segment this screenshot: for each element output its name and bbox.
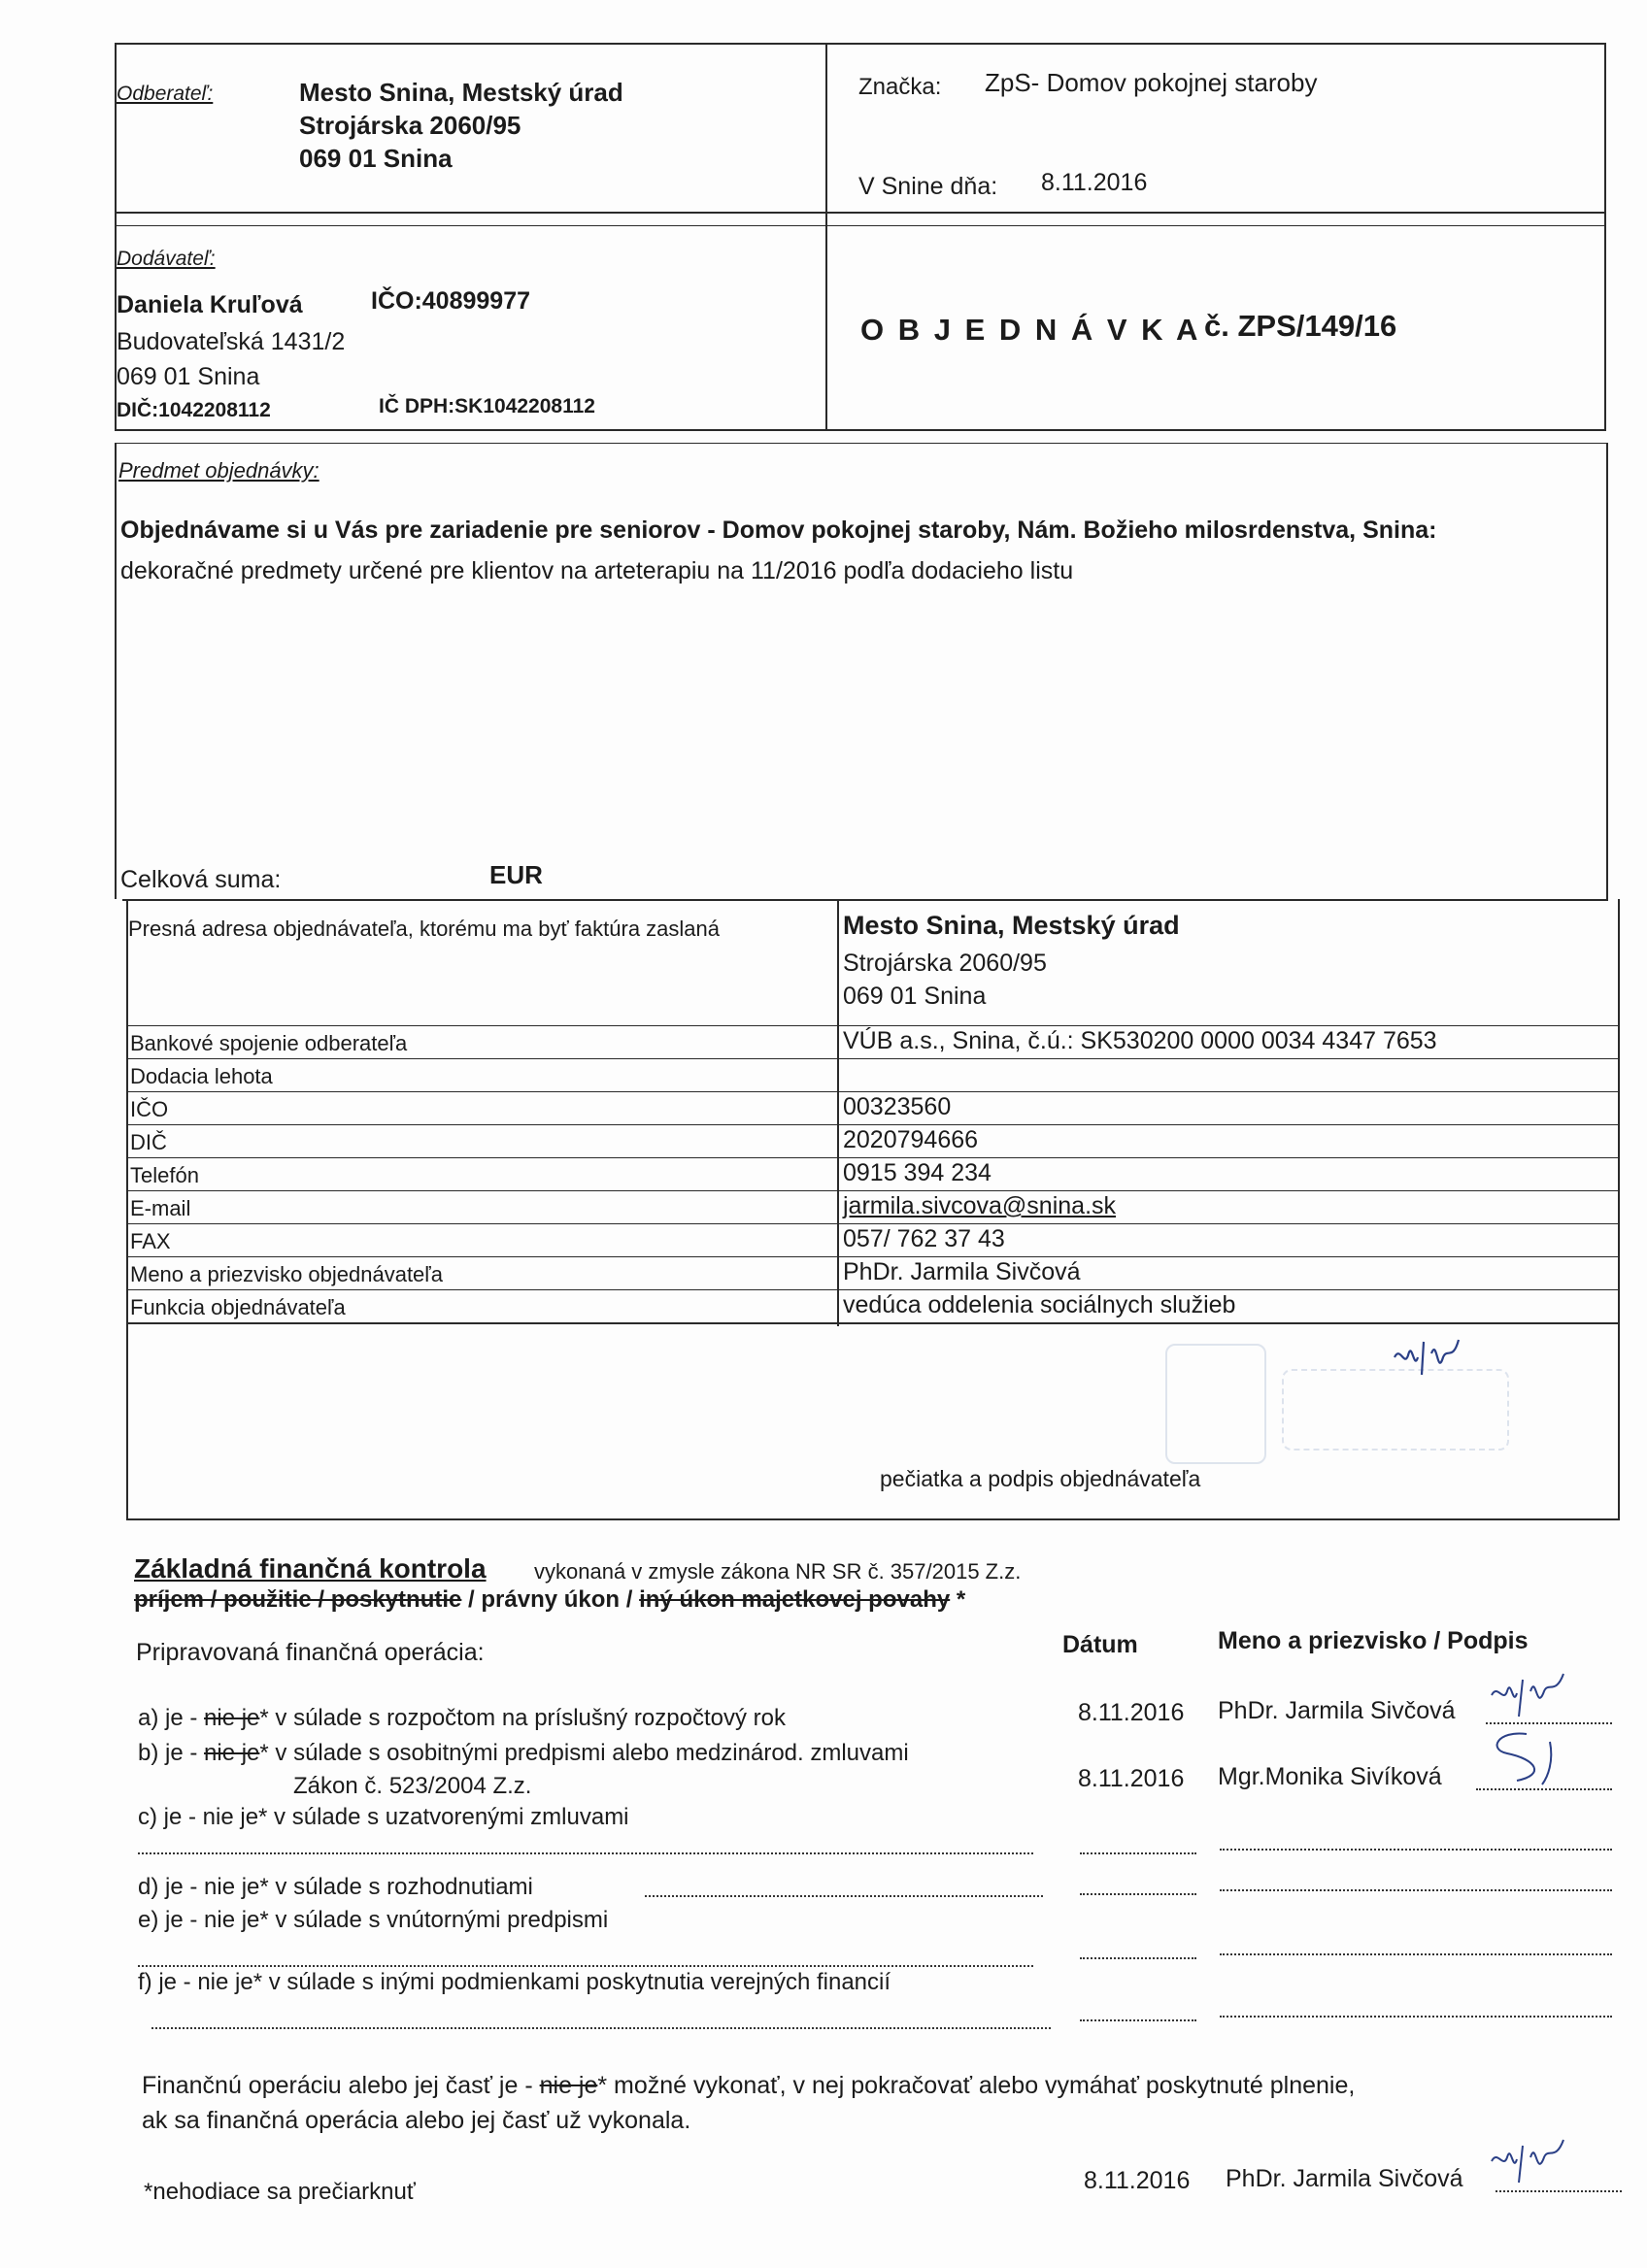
- sign-b-name: Mgr.Monika Sivíková: [1218, 1763, 1442, 1790]
- dots-f-main: [151, 2027, 1051, 2029]
- header-separator-line: [115, 212, 1606, 214]
- item-a-post: * v súlade s rozpočtom na príslušný rozpočtový rok: [259, 1705, 786, 1731]
- dots-c-name: [1220, 1849, 1612, 1851]
- buyer-city: 069 01 Snina: [299, 144, 453, 173]
- invoice-row-label: FAX: [130, 1229, 171, 1253]
- invoice-row-value: PhDr. Jarmila Sivčová: [843, 1258, 1081, 1285]
- final-statement-line-1: [142, 2074, 1355, 2098]
- invoice-row-label: Funkcia objednávateľa: [130, 1295, 346, 1319]
- frame-right-line: [1604, 43, 1606, 429]
- body-right-line: [1606, 443, 1608, 899]
- control-item-b: [138, 1742, 909, 1765]
- sign-a-name: PhDr. Jarmila Sivčová: [1218, 1697, 1456, 1724]
- body-left-line: [115, 443, 117, 899]
- invoice-left-line: [126, 899, 128, 1520]
- control-item-d: d) je - nie je* v súlade s rozhodnutiami: [138, 1874, 533, 1900]
- invoice-row-line: [126, 1091, 1618, 1092]
- order-title: O B J E D N Á V K A: [860, 313, 1201, 347]
- invoice-divider-line: [837, 899, 839, 1326]
- supplier-dic: DIČ:1042208112: [117, 399, 271, 421]
- invoice-row-line: [126, 1256, 1618, 1257]
- dots-e-date: [1080, 1957, 1196, 1959]
- final-dots: [1496, 2190, 1622, 2192]
- dots-e-name: [1220, 1953, 1612, 1955]
- invoice-rows-bottom-line: [126, 1322, 1618, 1324]
- control-item-a: [138, 1707, 786, 1730]
- dots-d-name: [1220, 1889, 1612, 1891]
- invoice-address-label: Presná adresa objednávateľa, ktorému ma byť faktúra zaslaná: [128, 917, 721, 941]
- col-name-header: Meno a priezvisko / Podpis: [1218, 1627, 1529, 1654]
- col-date-header: Dátum: [1062, 1631, 1138, 1658]
- control-type-sep-2: /: [620, 1586, 640, 1613]
- invoice-row-label: DIČ: [130, 1130, 167, 1154]
- stamp-caption: pečiatka a podpis objednávateľa: [880, 1466, 1201, 1491]
- supplier-ico: IČO:40899977: [371, 287, 531, 315]
- final-pre: Finančnú operáciu alebo jej časť je -: [142, 2072, 540, 2099]
- invoice-row-label: Bankové spojenie odberateľa: [130, 1031, 408, 1055]
- subject-line-2: dekoračné predmety určené pre klientov na arteterapiu na 11/2016 podľa dodacieho listu: [120, 557, 1074, 584]
- supplier-label: Dodávateľ:: [117, 248, 216, 270]
- buyer-label: Odberateľ:: [117, 83, 214, 105]
- stamp-mark: [1165, 1344, 1266, 1464]
- invoice-row-line: [126, 1058, 1618, 1059]
- final-name: PhDr. Jarmila Sivčová: [1226, 2165, 1463, 2192]
- law-note: Zákon č. 523/2004 Z.z.: [293, 1773, 532, 1799]
- control-type-struck: príjem / použitie / poskytnutie: [134, 1586, 462, 1613]
- subject-label: Predmet objednávky:: [118, 458, 319, 483]
- date-label: V Snine dňa:: [858, 173, 998, 200]
- invoice-top-line: [122, 899, 1608, 901]
- supplier-separator-line-2: [115, 443, 1606, 444]
- invoice-address-name: Mesto Snina, Mestský úrad: [843, 911, 1180, 940]
- supplier-name: Daniela Kruľová: [117, 291, 303, 318]
- final-struck: nie je: [539, 2072, 598, 2099]
- signature-b-mark: [1468, 1722, 1575, 1790]
- signature-mark: [1389, 1328, 1466, 1386]
- control-item-f: f) je - nie je* v súlade s inými podmienkami poskytnutia verejných financií: [138, 1969, 891, 1995]
- dots-c-main: [138, 1852, 1033, 1854]
- dots-f-name: [1220, 2016, 1612, 2018]
- control-title-suffix: vykonaná v zmysle zákona NR SR č. 357/2015 Z.z.: [534, 1559, 1022, 1584]
- item-b-post: * v súlade s osobitnými predpismi alebo medzinárod. zmluvami: [259, 1740, 909, 1766]
- invoice-right-line: [1618, 899, 1620, 1520]
- dots-f-date: [1080, 2019, 1196, 2021]
- mark-value: ZpS- Domov pokojnej staroby: [985, 68, 1318, 97]
- invoice-row-label: Dodacia lehota: [130, 1064, 273, 1088]
- supplier-street: Budovateľská 1431/2: [117, 328, 346, 355]
- control-title: Základná finančná kontrola: [134, 1553, 487, 1584]
- control-type-star: *: [950, 1586, 966, 1613]
- dots-d-main: [645, 1895, 1043, 1897]
- dots-c-date: [1080, 1852, 1196, 1854]
- invoice-row-line: [126, 1157, 1618, 1158]
- control-item-e: e) je - nie je* v súlade s vnútornými predpismi: [138, 1907, 609, 1933]
- buyer-street: Strojárska 2060/95: [299, 111, 521, 140]
- prep-label: Pripravovaná finančná operácia:: [136, 1639, 485, 1666]
- invoice-row-line: [126, 1190, 1618, 1191]
- invoice-row-line: [126, 1223, 1618, 1224]
- buyer-name: Mesto Snina, Mestský úrad: [299, 78, 623, 107]
- invoice-row-line: [126, 1025, 1618, 1026]
- invoice-row-value[interactable]: jarmila.sivcova@snina.sk: [843, 1192, 1117, 1219]
- invoice-row-value: VÚB a.s., Snina, č.ú.: SK530200 0000 0034 4347 7653: [843, 1027, 1437, 1054]
- invoice-row-value: vedúca oddelenia sociálnych služieb: [843, 1291, 1236, 1318]
- supplier-city: 069 01 Snina: [117, 363, 260, 390]
- control-type-sep-1: /: [461, 1586, 482, 1613]
- invoice-row-label: Telefón: [130, 1163, 199, 1187]
- total-currency: EUR: [489, 860, 543, 889]
- final-post: * možné vykonať, v nej pokračovať alebo vymáhať poskytnuté plnenie,: [597, 2072, 1356, 2099]
- invoice-row-value: 2020794666: [843, 1126, 979, 1153]
- final-statement-line-2: ak sa finančná operácia alebo jej časť už vykonala.: [142, 2107, 691, 2134]
- control-type-struck-2: iný úkon majetkovej povahy: [639, 1586, 951, 1613]
- date-value: 8.11.2016: [1041, 169, 1148, 196]
- footnote: *nehodiace sa prečiarknuť: [144, 2179, 416, 2205]
- signature-final-mark: [1486, 2122, 1573, 2190]
- item-b-struck: nie je: [204, 1740, 260, 1766]
- dots-d-date: [1080, 1893, 1196, 1895]
- invoice-row-value: 00323560: [843, 1093, 952, 1120]
- signature-a-mark: [1486, 1658, 1573, 1726]
- total-label: Celková suma:: [120, 866, 282, 893]
- control-type-line: [134, 1588, 965, 1612]
- invoice-address-street: Strojárska 2060/95: [843, 950, 1047, 977]
- invoice-row-value: 0915 394 234: [843, 1159, 992, 1186]
- sign-b-date: 8.11.2016: [1078, 1765, 1185, 1792]
- invoice-address-city: 069 01 Snina: [843, 983, 987, 1010]
- item-b-pre: b) je -: [138, 1740, 205, 1766]
- supplier-separator-line: [115, 429, 1606, 431]
- sign-a-date: 8.11.2016: [1078, 1699, 1185, 1726]
- final-date: 8.11.2016: [1084, 2167, 1191, 2194]
- invoice-row-label: Meno a priezvisko objednávateľa: [130, 1262, 443, 1286]
- invoice-row-value: 057/ 762 37 43: [843, 1225, 1005, 1252]
- control-type-active: právny úkon: [481, 1586, 621, 1613]
- invoice-row-line: [126, 1124, 1618, 1125]
- subject-line-1: Objednávame si u Vás pre zariadenie pre seniorov - Domov pokojnej staroby, Nám. Božieho milosrdenstva, Snina:: [120, 517, 1437, 544]
- invoice-row-line: [126, 1289, 1618, 1290]
- header-divider-line: [825, 43, 827, 431]
- invoice-row-label: IČO: [130, 1097, 169, 1121]
- dots-e-main: [138, 1965, 1033, 1967]
- item-a-pre: a) je -: [138, 1705, 205, 1731]
- item-a-struck: nie je: [204, 1705, 260, 1731]
- control-item-c: c) je - nie je* v súlade s uzatvorenými zmluvami: [138, 1804, 629, 1830]
- header-separator-line-2: [115, 225, 1606, 226]
- frame-top-line: [115, 43, 1606, 45]
- order-number: č. ZPS/149/16: [1204, 309, 1397, 343]
- invoice-bottom-line: [126, 1518, 1618, 1520]
- mark-label: Značka:: [858, 74, 942, 100]
- invoice-row-label: E-mail: [130, 1196, 191, 1220]
- supplier-ic-dph: IČ DPH:SK1042208112: [379, 395, 595, 417]
